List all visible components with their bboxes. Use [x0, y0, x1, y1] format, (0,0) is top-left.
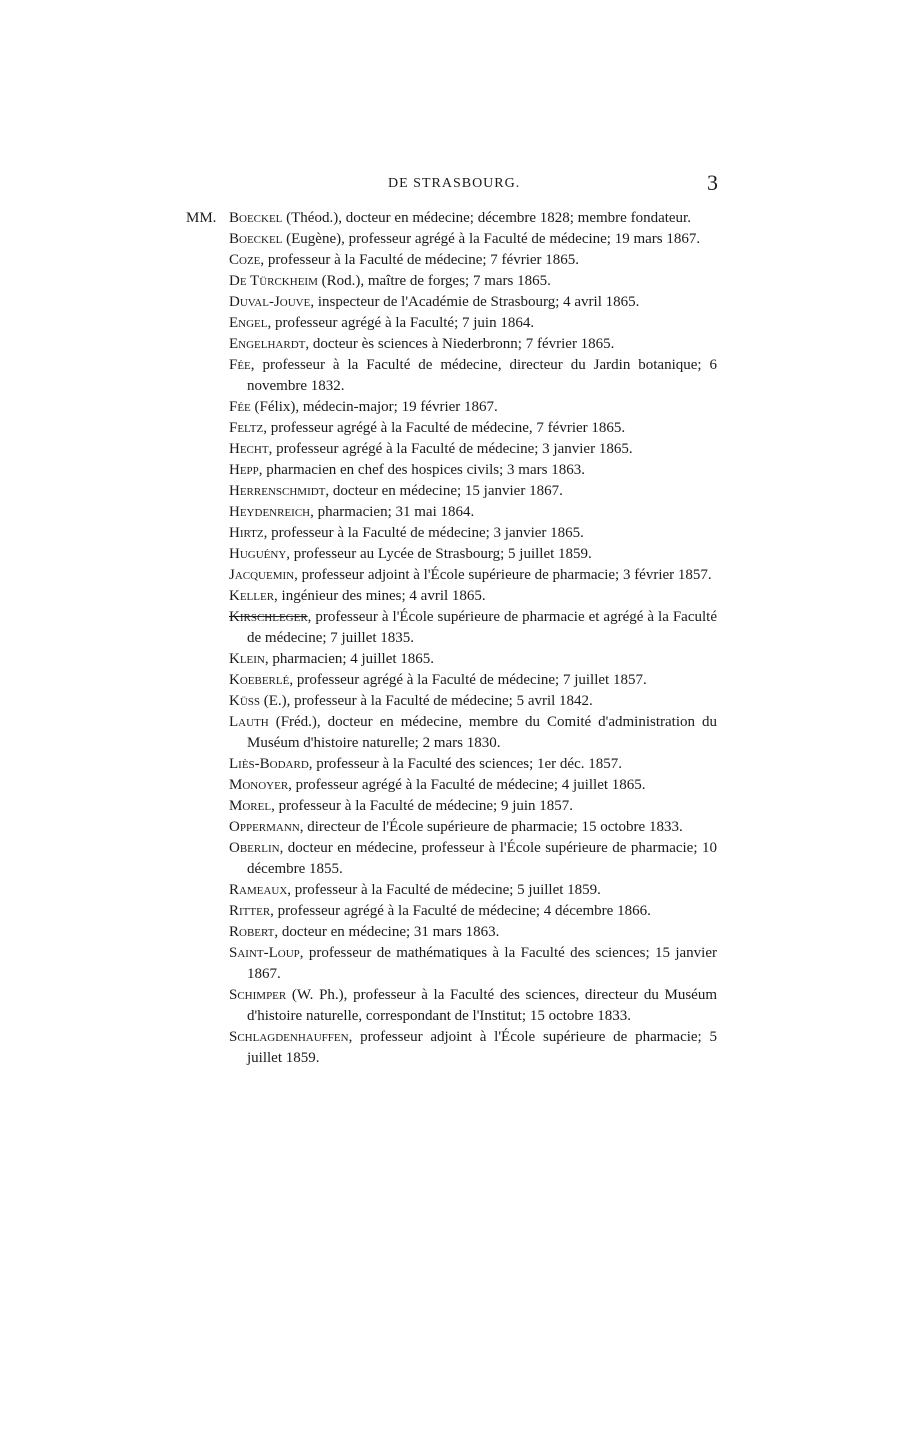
member-details: , professeur au Lycée de Strasbourg; 5 juillet 1859. [286, 546, 592, 562]
member-entry [229, 229, 717, 250]
member-details: (Fréd.), docteur en médecine, membre du Comité d'administration du Muséum d'histoire naturelle; 2 mars 1830. [247, 714, 717, 751]
member-details: , professeur agrégé à la Faculté de médecine; 4 décembre 1866. [270, 903, 651, 919]
member-name: Oberlin [229, 840, 280, 856]
member-name: Ritter [229, 903, 271, 919]
member-name: De Türckheim [229, 273, 318, 289]
member-name: Saint-Loup [229, 945, 300, 961]
member-details: , directeur de l'École supérieure de pharmacie; 15 octobre 1833. [299, 819, 683, 835]
member-details: , professeur agrégé à la Faculté de médecine; 4 juillet 1865. [288, 777, 646, 793]
member-name: Küss [229, 693, 261, 709]
member-name: Jacquemin [229, 567, 295, 583]
member-details: , professeur à la Faculté de médecine; 7 février 1865. [260, 252, 580, 268]
member-entry [229, 460, 717, 481]
member-details: , professeur à l'École supérieure de pharmacie et agrégé à la Faculté de médecine; 7 juillet 1835. [247, 609, 717, 646]
member-name: Schlagdenhauffen [229, 1029, 349, 1045]
member-name: Boeckel [229, 231, 283, 247]
member-entry [229, 271, 717, 292]
member-entry [229, 691, 717, 712]
member-entry [229, 523, 717, 544]
member-name: Schimper [229, 987, 287, 1003]
running-head: DE STRASBOURG. [388, 176, 521, 191]
member-name: Engel [229, 315, 268, 331]
member-name: Robert [229, 924, 275, 940]
member-details: , docteur ès sciences à Niederbronn; 7 février 1865. [305, 336, 615, 352]
member-entry [229, 418, 717, 439]
member-entry [229, 292, 717, 313]
member-details: , professeur agrégé à la Faculté; 7 juin 1864. [267, 315, 535, 331]
member-name: Heydenreich [229, 504, 311, 520]
member-details: , professeur à la Faculté de médecine, directeur du Jardin botanique; 6 novembre 1832. [247, 357, 717, 394]
member-name: Duval-Jouve [229, 294, 311, 310]
member-details: , professeur adjoint à l'École supérieure de pharmacie; 3 février 1857. [294, 567, 712, 583]
member-entry [229, 775, 717, 796]
member-details: , professeur agrégé à la Faculté de médecine; 7 juillet 1857. [289, 672, 647, 688]
member-details: , professeur à la Faculté de médecine; 3 janvier 1865. [263, 525, 584, 541]
member-entry [229, 670, 717, 691]
member-entry [229, 985, 717, 1027]
member-details: , professeur agrégé à la Faculté de médecine, 7 février 1865. [263, 420, 626, 436]
member-name: Monoyer [229, 777, 289, 793]
member-entry [229, 649, 717, 670]
member-entry [229, 880, 717, 901]
member-entry [229, 208, 717, 229]
member-name: Keller [229, 588, 275, 604]
member-details: , pharmacien en chef des hospices civils; 3 mars 1863. [258, 462, 585, 478]
page-number: 3 [707, 170, 718, 195]
member-details: (W. Ph.), professeur à la Faculté des sciences, directeur du Muséum d'histoire naturelle, correspondant de l'Institut; 15 octobre 1833. [247, 987, 717, 1024]
member-entry [229, 796, 717, 817]
member-name: Huguény [229, 546, 287, 562]
member-details: , professeur de mathématiques à la Faculté des sciences; 15 janvier 1867. [247, 945, 717, 982]
member-name: Engelhardt [229, 336, 306, 352]
member-entry [229, 565, 717, 586]
members-prefix: MM. [186, 210, 217, 226]
member-name: Hirtz [229, 525, 264, 541]
member-entry [229, 355, 717, 397]
member-details: , professeur à la Faculté de médecine; 9 juin 1857. [271, 798, 574, 814]
member-entry [229, 250, 717, 271]
member-details: , pharmacien; 4 juillet 1865. [264, 651, 435, 667]
member-name: Herrenschmidt [229, 483, 326, 499]
member-entry [229, 439, 717, 460]
member-entry [229, 1027, 717, 1069]
member-entry [229, 586, 717, 607]
member-name: Morel [229, 798, 272, 814]
member-name: Feltz [229, 420, 264, 436]
member-entry [229, 397, 717, 418]
member-details: , docteur en médecine, professeur à l'École supérieure de pharmacie; 10 décembre 1855. [247, 840, 717, 877]
member-entry [229, 313, 717, 334]
member-list [229, 208, 717, 1069]
member-name: Kirschleger [229, 609, 308, 625]
member-name: Liès-Bodard [229, 756, 309, 772]
member-details: , docteur en médecine; 31 mars 1863. [274, 924, 500, 940]
member-name: Fée [229, 357, 251, 373]
member-name: Rameaux [229, 882, 288, 898]
member-entry [229, 943, 717, 985]
member-entry [229, 754, 717, 775]
member-name: Hecht [229, 441, 269, 457]
member-entry [229, 922, 717, 943]
member-entry [229, 901, 717, 922]
member-name: Koeberlé [229, 672, 290, 688]
member-entry [229, 544, 717, 565]
member-details: , professeur à la Faculté de médecine; 5 juillet 1859. [287, 882, 601, 898]
member-name: Klein [229, 651, 265, 667]
member-details: , ingénieur des mines; 4 avril 1865. [274, 588, 486, 604]
member-details: , professeur à la Faculté des sciences; 1er déc. 1857. [308, 756, 622, 772]
member-details: , pharmacien; 31 mai 1864. [310, 504, 475, 520]
member-details: , docteur en médecine; 15 janvier 1867. [325, 483, 563, 499]
member-name: Hepp [229, 462, 259, 478]
member-details: , professeur agrégé à la Faculté de médecine; 3 janvier 1865. [268, 441, 633, 457]
member-name: Lauth [229, 714, 269, 730]
member-entry [229, 481, 717, 502]
page-header [228, 172, 718, 198]
member-details: (Eugène), professeur agrégé à la Faculté de médecine; 19 mars 1867. [282, 231, 701, 247]
member-details: (Félix), médecin-major; 19 février 1867. [250, 399, 498, 415]
member-entry [229, 817, 717, 838]
member-details: (Rod.), maître de forges; 7 mars 1865. [317, 273, 551, 289]
member-name: Fée [229, 399, 251, 415]
member-entry [229, 607, 717, 649]
member-entry [229, 712, 717, 754]
member-details: , inspecteur de l'Académie de Strasbourg; 4 avril 1865. [310, 294, 640, 310]
member-entry [229, 502, 717, 523]
member-name: Coze [229, 252, 261, 268]
member-entry [229, 334, 717, 355]
member-details: (E.), professeur à la Faculté de médecine; 5 avril 1842. [260, 693, 593, 709]
member-details: , professeur adjoint à l'École supérieure de pharmacie; 5 juillet 1859. [247, 1029, 717, 1066]
member-entry [229, 838, 717, 880]
member-details: (Théod.), docteur en médecine; décembre 1828; membre fondateur. [282, 210, 691, 226]
member-name: Boeckel [229, 210, 283, 226]
member-name: Oppermann [229, 819, 300, 835]
